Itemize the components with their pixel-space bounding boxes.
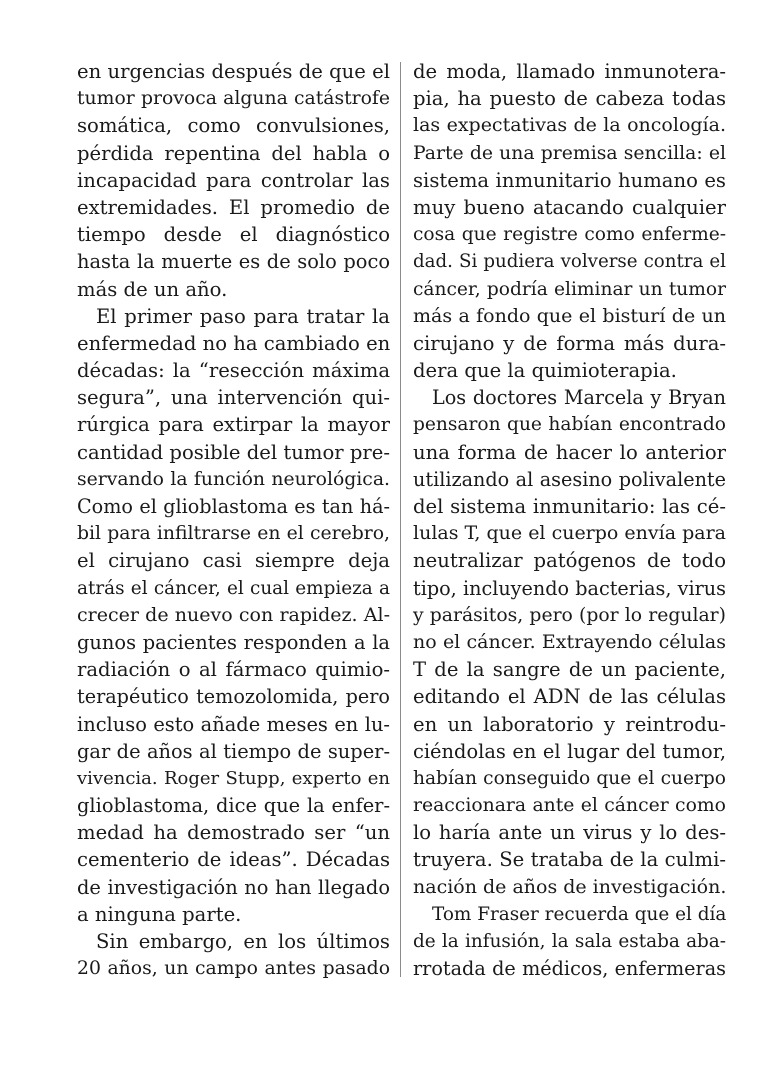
text-line: editando el ADN de las células xyxy=(413,685,726,709)
text-line: enfermedad no ha cambiado en xyxy=(77,331,391,355)
text-line: radiación o al fármaco quimio- xyxy=(77,658,390,682)
text-line: utilizando al asesino polivalente xyxy=(413,467,726,491)
text-line: Sin embargo, en los últimos xyxy=(96,930,390,953)
text-line: incapacidad para controlar las xyxy=(77,168,390,192)
text-line: gar de años al tiempo de super- xyxy=(77,739,390,763)
text-line: una forma de hacer lo anterior xyxy=(413,440,726,464)
text-line: lo haría ante un virus y lo des- xyxy=(413,821,726,845)
text-line: El primer paso para tratar la xyxy=(96,304,390,328)
text-line: crecer de nuevo con rapidez. Al- xyxy=(77,603,390,626)
text-line: T de la sangre de un paciente, xyxy=(413,658,726,682)
text-line: muy bueno atacando cualquier xyxy=(413,195,726,219)
text-line: en urgencias después de que el xyxy=(77,60,390,83)
text-line: dad. Si pudiera volverse contra el xyxy=(413,251,726,273)
text-line: y parásitos, pero (por lo regular) xyxy=(413,604,726,626)
text-line: tumor provoca alguna catástrofe xyxy=(77,88,390,110)
text-line: cáncer, podría eliminar un tumor xyxy=(413,278,726,300)
text-line: de moda, llamado inmunotera- xyxy=(413,60,726,83)
text-line: tiempo desde el diagnóstico xyxy=(77,223,390,247)
text-line: Tom Fraser recuerda que el día xyxy=(432,903,727,925)
text-line: décadas: la “resección máxima xyxy=(77,359,390,383)
text-line: reaccionara ante el cáncer como xyxy=(413,795,726,817)
text-line: en un laboratorio y reintrodu- xyxy=(413,712,726,736)
text-line: Parte de una premisa sencilla: el xyxy=(413,142,726,164)
text-line: el cirujano casi siempre deja xyxy=(77,549,390,573)
text-line: cirujano y de forma más dura- xyxy=(413,331,726,355)
text-line: más de un año. xyxy=(77,277,228,301)
text-line: cementerio de ideas”. Décadas xyxy=(77,848,390,872)
text-line: vivencia. Roger Stupp, experto en xyxy=(77,767,390,789)
text-line: medad ha demostrado ser “un xyxy=(77,821,390,845)
text-line: habían conseguido que el cuerpo xyxy=(413,767,726,789)
text-line: tipo, incluyendo bacterias, virus xyxy=(413,576,726,600)
text-line: atrás el cáncer, el cual empieza a xyxy=(77,577,390,599)
text-line: pensaron que habían encontrado xyxy=(413,414,726,436)
text-line: incluso esto añade meses en lu- xyxy=(77,712,390,736)
text-line: pia, ha puesto de cabeza todas xyxy=(413,87,726,111)
text-line: de investigación no han llegado xyxy=(77,875,390,899)
text-line: glioblastoma, dice que la enfer- xyxy=(77,794,390,818)
text-line: truyera. Se trataba de la culmi- xyxy=(413,848,726,872)
text-line: 20 años, un campo antes pasado xyxy=(77,958,390,980)
text-line: neutralizar patógenos de todo xyxy=(413,549,726,573)
text-line: hasta la muerte es de solo poco xyxy=(77,250,390,274)
text-line: lulas T, que el cuerpo envía para xyxy=(413,522,726,545)
text-line: servando la función neurológica. xyxy=(77,468,390,490)
text-line: dera que la quimioterapia. xyxy=(413,359,677,383)
text-line: rrotada de médicos, enfermeras xyxy=(413,957,726,981)
text-line: rúrgica para extirpar la mayor xyxy=(77,413,390,437)
text-line: nación de años de investigación. xyxy=(413,875,727,898)
text-line: somática, como convulsiones, xyxy=(77,114,390,138)
text-line: cosa que registre como enfermе- xyxy=(413,224,726,246)
text-line: gunos pacientes responden a la xyxy=(77,630,390,654)
text-line: sistema inmunitario humano es xyxy=(413,168,726,192)
column-divider xyxy=(400,62,401,977)
text-line: no el cáncer. Extrayendo células xyxy=(413,630,726,653)
text-line: bil para infiltrarse en el cerebro, xyxy=(77,523,390,545)
text-line: terapéutico temozolomida, pero xyxy=(77,685,390,709)
text-line: Como el glioblastoma es tan há- xyxy=(77,495,390,518)
text-line: las expectativas de la oncología. xyxy=(413,114,726,137)
right-text-column xyxy=(413,58,726,982)
text-line: a ninguna parte. xyxy=(77,902,242,926)
text-line: del sistema inmunitario: las cé- xyxy=(413,495,726,518)
text-line: segura”, una intervención qui- xyxy=(77,386,390,410)
text-line: de la infusión, la sala estaba aba- xyxy=(413,931,726,952)
text-line: más a fondo que el bisturí de un xyxy=(413,304,726,327)
text-line: extremidades. El promedio de xyxy=(77,195,390,219)
text-line: Los doctores Marcela y Bryan xyxy=(432,386,726,410)
text-line: cantidad posible del tumor pre- xyxy=(77,440,390,464)
left-text-column xyxy=(77,58,390,982)
text-line: pérdida repentina del habla o xyxy=(77,141,390,165)
text-line: ciéndolas en el lugar del tumor, xyxy=(413,739,726,763)
